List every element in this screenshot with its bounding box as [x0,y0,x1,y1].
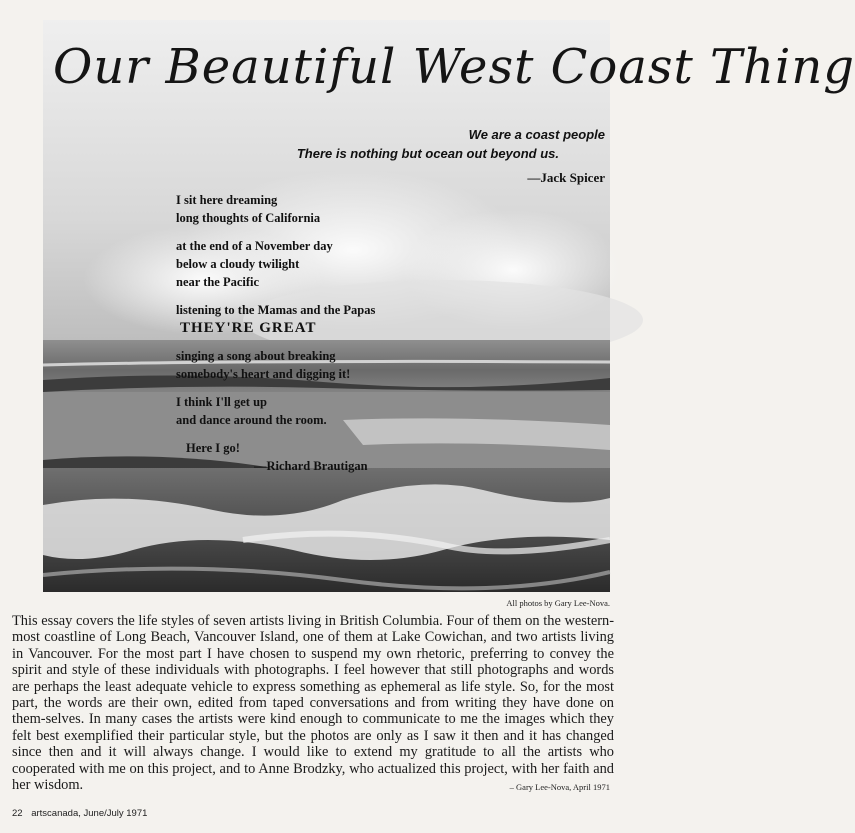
epigraph-attribution: —Jack Spicer [527,170,605,185]
poem-line: I think I'll get up [176,395,268,409]
poem-line: and dance around the room. [176,413,327,427]
essay-body: This essay covers the life styles of seven artists living in British Columbia. Four of them on the western-most coastline of Long Beach, Vancouver Island, one of them at Lake Cowichan, and two artists living in Vancouver. For the most part I have chosen to suspend my own rhetoric, preferring to convey the spirit and style of these individuals with photographs. I feel however that still photographs and words are perhaps the least adequate vehicle to express something as ephemeral as life style. So, for the most part, the words are their own, edited from taped conversations and from writing they have done on them-selves. In many cases the artists were kind enough to communicate to me the images which they felt best exemplified their particular style, but the photos are only as I saw it then and it has changed since then and it will always change. I would like to extend my gratitude to all the artists who cooperated with me on this project, and to Anne Brodzky, who actualized this project, with her faith and her wisdom. [12,613,614,794]
poem-line: singing a song about breaking [176,349,336,363]
poem-line: near the Pacific [176,275,260,289]
publication-line: artscanada, June/July 1971 [31,808,148,819]
poem-line: long thoughts of California [176,211,321,225]
poem-line: I sit here dreaming [176,193,278,207]
page-title: Our Beautiful West Coast Thing [53,39,855,95]
photo-credit: All photos by Gary Lee-Nova. [506,598,610,608]
page-number: 22 [12,808,23,819]
poem-line: listening to the Mamas and the Papas [176,303,376,317]
poem-line: Here I go! [186,441,240,455]
epigraph-line-2: There is nothing but ocean out beyond us. [296,146,559,161]
poem-attribution: —Richard Brautigan [254,459,368,473]
essay-signature: – Gary Lee-Nova, April 1971 [509,782,610,792]
poem-line: somebody's heart and digging it! [176,367,351,381]
poem-line: below a cloudy twilight [176,257,300,271]
poem [176,191,496,475]
epigraph-line-1: We are a coast people [468,127,605,142]
page-footer [12,808,147,819]
poem-line: at the end of a November day [176,239,333,253]
poem-line: THEY'RE GREAT [180,320,317,336]
